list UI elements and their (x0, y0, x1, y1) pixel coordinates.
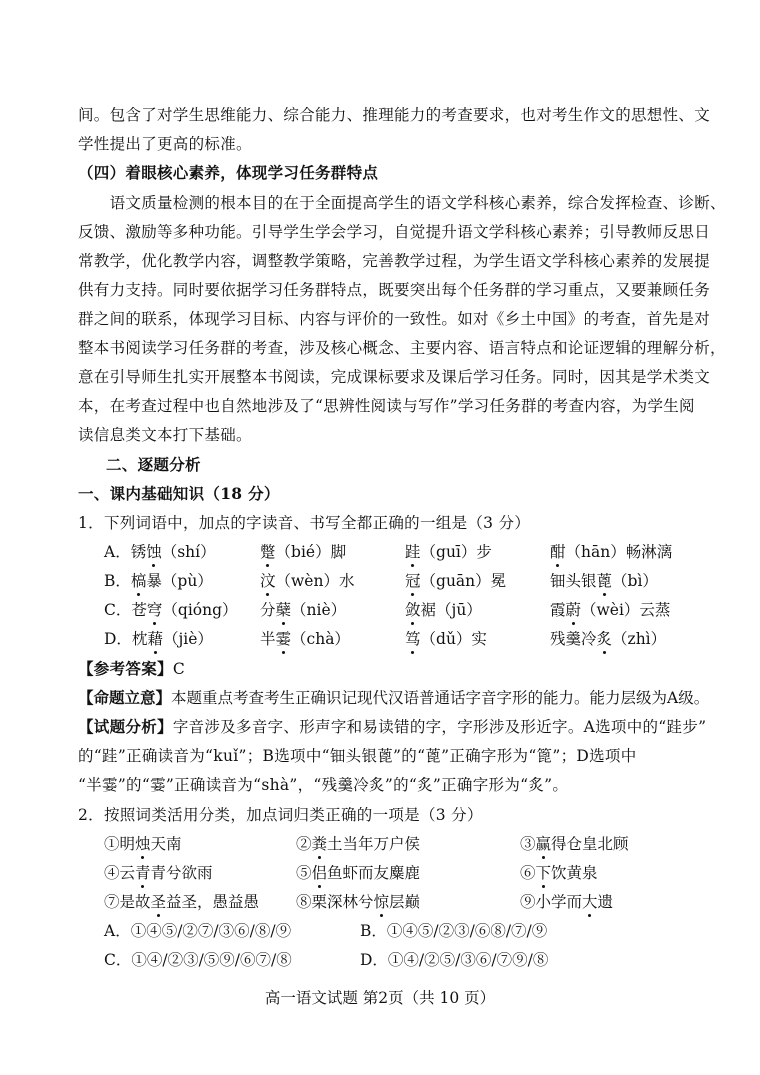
answer-value: C (172, 660, 185, 678)
intent-label: 【命题立意】 (78, 688, 172, 707)
section-4-line: 意在引导师生扎实开展整本书阅读，完成课标要求及课后学习任务。同时，因其是学术类文 (78, 368, 711, 386)
question-1-stem: 1．下列词语中，加点的字读音、书写全都正确的一组是（3 分） (78, 514, 531, 532)
q2-choice-c: C．①④/②③/⑤⑨/⑥⑦/⑧ (104, 951, 292, 969)
q1-option-b-col1: B．槁暴（pù） (104, 572, 213, 590)
intent-text: 本题重点考查考生正确识记现代汉语普通话字音字形的能力。能力层级为A级。 (171, 689, 710, 707)
analysis-text: 字音涉及多音字、形声字和易读错的字，字形涉及形近字。A选项中的“跬步” (172, 718, 707, 736)
page-footer: 高一语文试题 第2页（共 10 页） (264, 989, 496, 1007)
q1-option-b-col4: 钿头银蓖（bì） (550, 572, 658, 590)
section-4-heading: （四）着眼核心素养，体现学习任务群特点 (78, 163, 379, 182)
q1-option-b-col2: 汶（wèn）水 (260, 572, 355, 590)
q2-item: ④云青青兮欲雨 (104, 864, 213, 882)
q1-answer (78, 658, 185, 680)
q2-choice-d: D．①④/②⑤/③⑥/⑦⑨/⑧ (360, 951, 549, 969)
q1-option-c-col4: 霞蔚（wèi）云蒸 (550, 601, 671, 619)
q1-option-a-col1: A．锈蚀（shí） (104, 543, 216, 561)
q2-item: ⑨小学而大遗 (520, 893, 614, 911)
intro-line-1: 间。包含了对学生思维能力、综合能力、推理能力的考查要求，也对考生作文的思想性、文 (78, 106, 711, 124)
q1-option-d-col4: 残羹冷炙（zhì） (550, 630, 667, 648)
q1-option-a-col3: 跬（guī）步 (405, 543, 492, 561)
q1-option-c-col3: 敛裾（jū） (405, 601, 482, 619)
q2-item: ②粪土当年万户侯 (296, 835, 421, 853)
q2-item: ①明烛天南 (104, 835, 182, 853)
q1-option-b-col3: 冠（guān）冕 (405, 572, 507, 590)
section-4-line: 语文质量检测的根本目的在于全面提高学生的语文学科核心素养，综合发挥检查、诊断、 (78, 194, 726, 212)
q2-item: ③赢得仓皇北顾 (520, 835, 629, 853)
analysis-label: 【试题分析】 (78, 717, 173, 736)
q1-option-d-col3: 笃（dǔ）实 (405, 630, 487, 648)
q1-analysis (78, 716, 706, 738)
q1-analysis-line: 的“跬”正确读音为“kuǐ”；B选项中“钿头银蓖”的“蓖”正确字形为“篦”；D选项中 (78, 747, 637, 765)
q1-option-d-col1: D．枕藉（jiè） (104, 630, 213, 648)
answer-label: 【参考答案】 (78, 659, 173, 678)
section-4-line: 群之间的联系，体现学习目标、内容与评价的一致性。如对《乡土中国》的考查，首先是对 (78, 310, 711, 328)
q1-option-d-col2: 半霎（chà） (260, 630, 350, 648)
part-1-heading: 一、课内基础知识（18 分） (78, 484, 280, 503)
intro-line-2: 学性提出了更高的标准。 (78, 135, 252, 153)
q2-choice-a: A．①④⑤/②⑦/③⑥/⑧/⑨ (104, 922, 292, 940)
q1-intent (78, 687, 709, 709)
q1-option-c-col2: 分蘖（niè） (260, 601, 347, 619)
section-4-line: 常教学，优化教学内容，调整教学策略，完善教学过程，为学生语文学科核心素养的发展提 (78, 252, 711, 270)
question-2-stem: 2．按照词类活用分类，加点词归类正确的一项是（3 分） (78, 806, 483, 824)
section-4-line: 读信息类文本打下基础。 (78, 426, 252, 444)
section-4-line: 整本书阅读学习任务群的考查，涉及核心概念、主要内容、语言特点和论证逻辑的理解分析， (78, 339, 726, 357)
part-2-heading: 二、逐题分析 (106, 455, 201, 474)
q1-option-c-col1: C．苍穹（qióng） (104, 601, 238, 619)
section-4-line: 供有力支持。同时要依据学习任务群特点，既要突出每个任务群的学习重点，又要兼顾任务 (78, 281, 711, 299)
q2-item: ⑦是故圣益圣，愚益愚 (104, 893, 260, 911)
q2-item: ⑧栗深林兮惊层巅 (296, 893, 421, 911)
section-4-line: 反馈、激励等多种功能。引导学生学会学习，自觉提升语文学科核心素养；引导教师反思日 (78, 223, 711, 241)
section-4-line: 本，在考查过程中也自然地涉及了“思辨性阅读与写作”学习任务群的考查内容，为学生阅 (78, 397, 695, 415)
q1-analysis-line: “半霎”的“霎”正确读音为“shà”，“残羹冷炙”的“炙”正确字形为“炙”。 (78, 776, 569, 794)
q2-item: ⑤侣鱼虾而友麋鹿 (296, 864, 421, 882)
q1-option-a-col4: 酣（hān）畅淋漓 (550, 543, 673, 561)
q2-choice-b: B．①④⑤/②③/⑥⑧/⑦/⑨ (360, 922, 548, 940)
q1-option-a-col2: 蹩（bié）脚 (260, 543, 347, 561)
q2-item: ⑥下饮黄泉 (520, 864, 598, 882)
